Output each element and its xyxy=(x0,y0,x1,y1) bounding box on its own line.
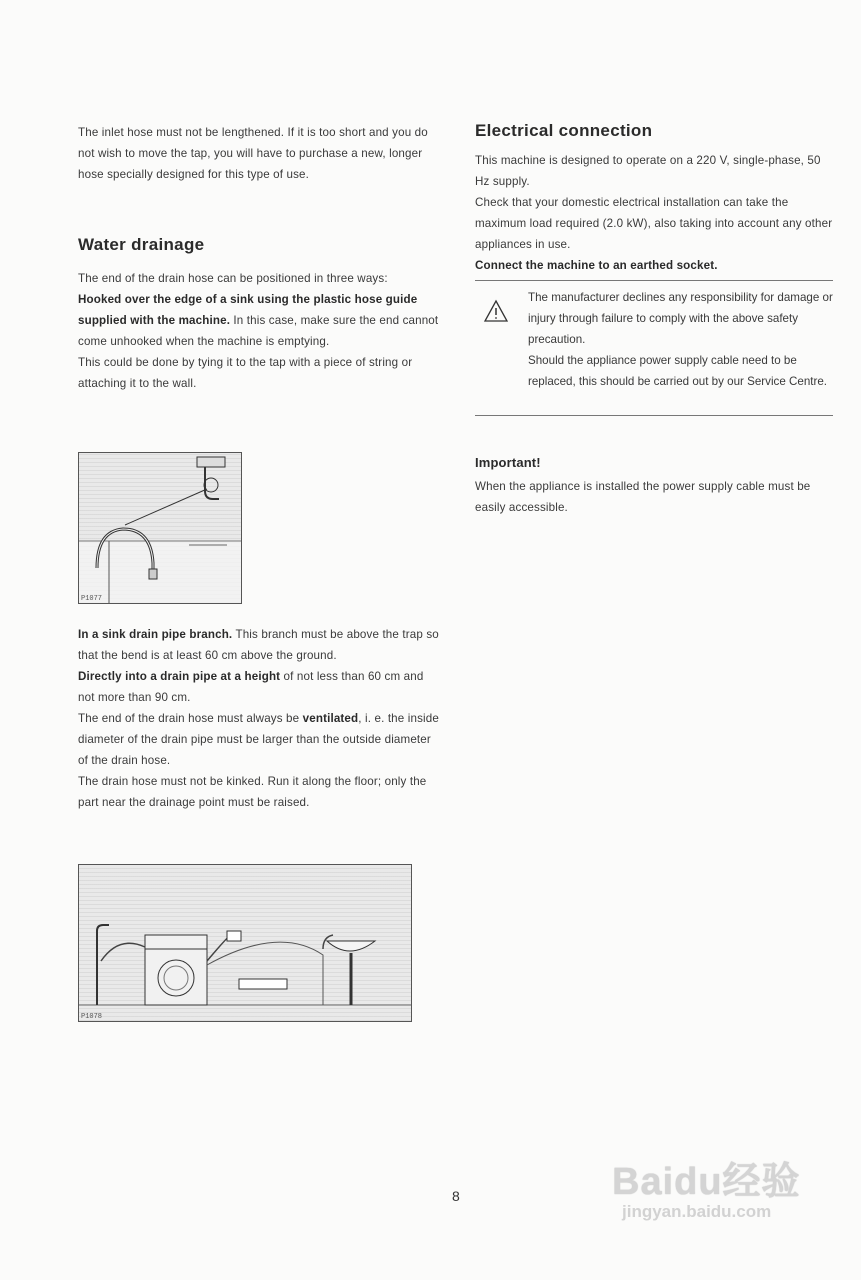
page-number: 8 xyxy=(452,1188,460,1204)
drain-options-section xyxy=(78,624,442,813)
electrical-connection-heading: Electrical connection xyxy=(475,121,653,140)
figure2-code: P1078 xyxy=(81,1013,103,1021)
check-text: Check that your domestic electrical installation can take the maximum load required (2.0 kW), also taking into account any other appliances in use. xyxy=(475,196,833,251)
baidu-watermark xyxy=(612,1150,801,1221)
sink-hose-illustration xyxy=(79,453,241,603)
drainage-intro: The end of the drain hose can be positioned in three ways: xyxy=(78,272,388,285)
hooked-text: In this case, make sure the end cannot come unhooked when the machine is emptying. xyxy=(78,314,439,348)
drain-pipe-figure xyxy=(78,864,412,1022)
direct-bold: Directly into a drain pipe at a height xyxy=(78,670,281,683)
warning-text-2: Should the appliance power supply cable need to be replaced, this should be carried out by our Service Centre. xyxy=(528,354,828,388)
branch-text: This branch must be above the trap so that the bend is at least 60 cm above the ground. xyxy=(78,628,439,662)
direct-text: of not less than 60 cm and not more than 90 cm. xyxy=(78,670,424,704)
kink-paragraph: The drain hose must not be kinked. Run it along the floor; only the part near the drainage point must be raised. xyxy=(78,775,427,809)
hooked-bold: Hooked over the edge of a sink using the plastic hose guide supplied with the machine. xyxy=(78,293,418,327)
important-section xyxy=(475,476,835,518)
direct-paragraph xyxy=(78,666,442,708)
ventilated-paragraph xyxy=(78,708,442,771)
branch-bold: In a sink drain pipe branch. xyxy=(78,628,233,641)
warning-text-1: The manufacturer declines any responsibility for damage or injury through failure to comply with the above safety precaution. xyxy=(528,291,833,346)
vent-text-b: , i. e. the inside diameter of the drain pipe must be larger than the outside diameter of the drain hose. xyxy=(78,712,439,767)
electrical-section xyxy=(475,150,835,276)
earthed-bold: Connect the machine to an earthed socket. xyxy=(475,259,718,272)
inlet-hose-text: The inlet hose must not be lengthened. If it is too short and you do not wish to move the tap, you will have to purchase a new, longer hose specially designed for this type of use. xyxy=(78,126,428,181)
warning-text xyxy=(528,287,833,392)
important-text: When the appliance is installed the power supply cable must be easily accessible. xyxy=(475,480,811,514)
important-heading: Important! xyxy=(475,455,541,470)
inlet-hose-paragraph xyxy=(78,122,442,185)
vent-text-a: The end of the drain hose must always be xyxy=(78,712,303,725)
drain-pipe-illustration xyxy=(79,865,411,1021)
vent-bold: ventilated xyxy=(302,712,359,725)
water-drainage-heading: Water drainage xyxy=(78,235,205,254)
sink-hose-figure xyxy=(78,452,242,604)
figure1-code: P1077 xyxy=(81,595,103,603)
earthed-paragraph xyxy=(475,255,835,276)
string-paragraph: This could be done by tying it to the tap with a piece of string or attaching it to the wall. xyxy=(78,356,413,390)
drainage-section xyxy=(78,268,442,394)
watermark-sub: jingyan.baidu.com xyxy=(622,1202,772,1221)
warning-triangle-icon xyxy=(483,299,509,328)
branch-paragraph xyxy=(78,624,442,666)
safety-warning-box xyxy=(475,280,833,416)
hooked-paragraph xyxy=(78,289,442,352)
design-text: This machine is designed to operate on a 220 V, single-phase, 50 Hz supply. xyxy=(475,154,821,188)
watermark-main: Baidu经验 xyxy=(612,1161,801,1203)
